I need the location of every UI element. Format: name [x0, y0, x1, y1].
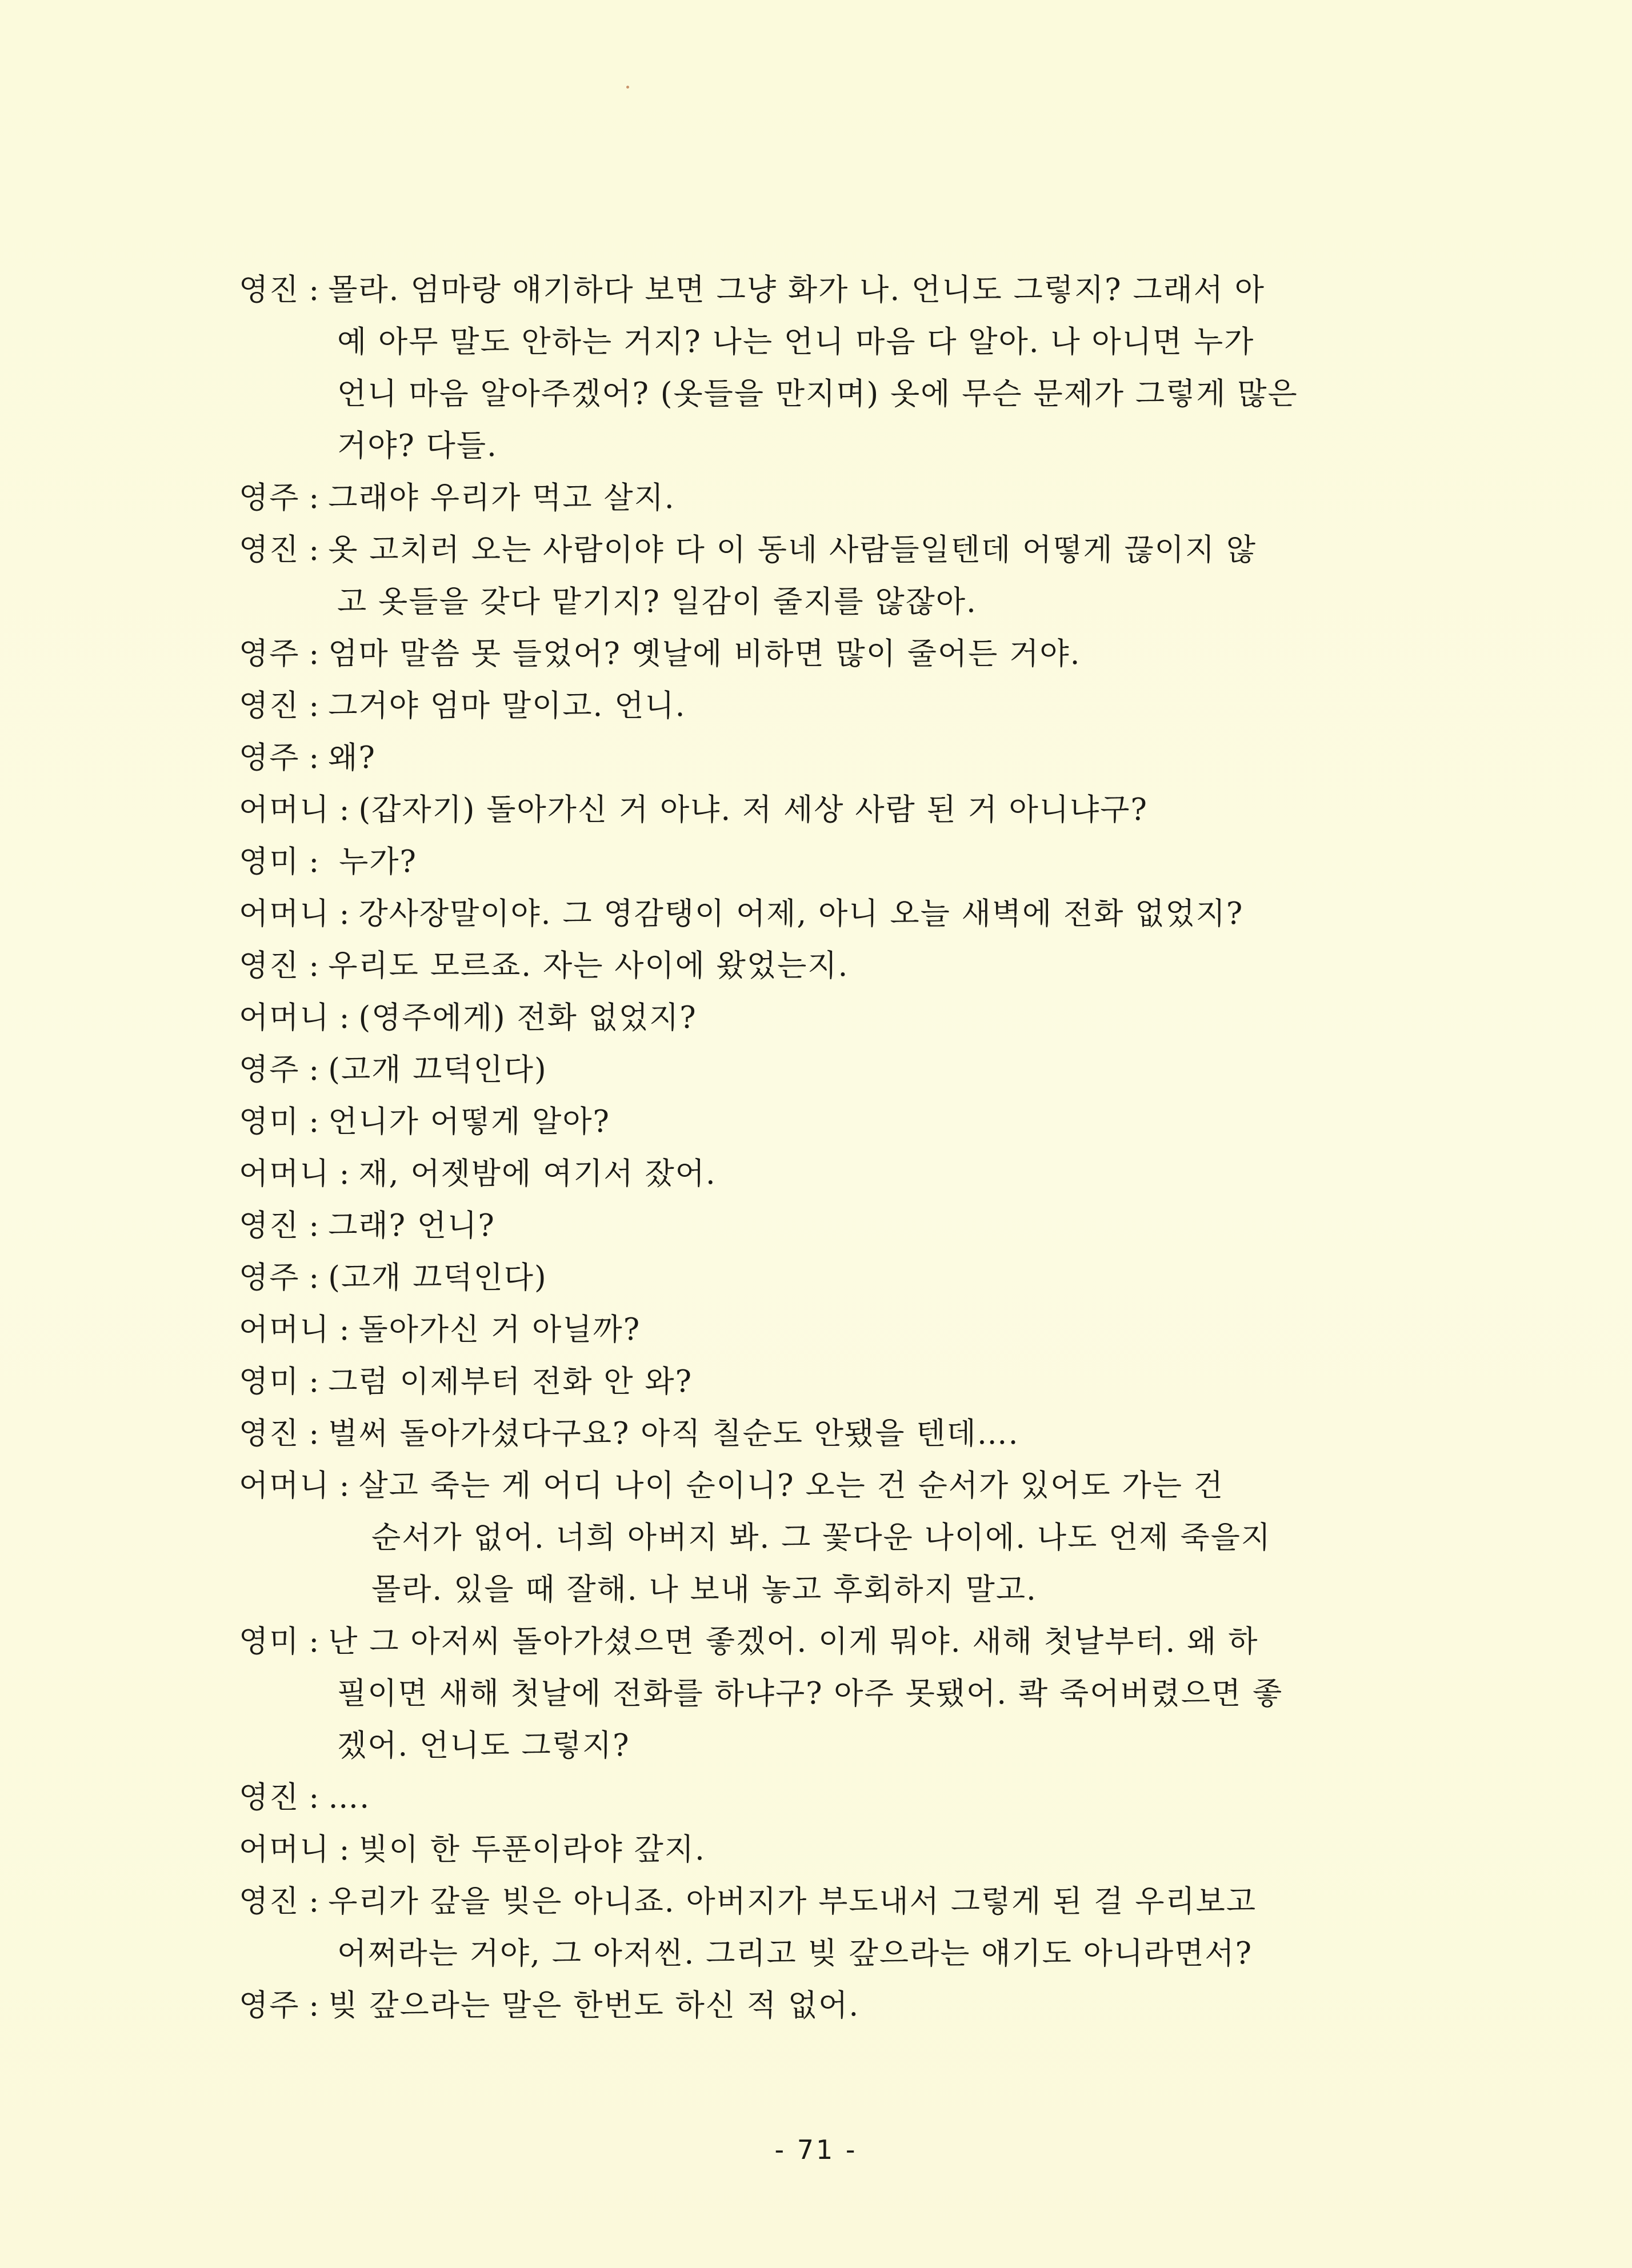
speaker-separator: :: [309, 273, 321, 307]
speaker-separator: :: [309, 1052, 321, 1087]
dialogue-line: [239, 732, 1405, 784]
dialogue-text: 난 그 아저씨 돌아가셨으면 좋겠어. 이게 뭐야. 새해 첫날부터. 왜 하: [328, 1624, 1259, 1659]
speaker-separator: :: [309, 1364, 321, 1399]
speaker-name: 영진: [239, 532, 300, 567]
speaker-name: 어머니: [239, 896, 330, 931]
dialogue-line: [239, 1616, 1405, 1668]
dialogue-text: 벌써 돌아가셨다구요? 아직 칠순도 안됐을 텐데….: [328, 1416, 1019, 1451]
speaker-separator: :: [309, 532, 321, 567]
dialogue-line: [239, 1304, 1405, 1356]
speaker-separator: :: [339, 792, 351, 827]
dialogue-line: [239, 992, 1405, 1044]
dialogue-text: (고개 끄덕인다): [328, 1260, 547, 1295]
speaker-separator: :: [339, 1312, 351, 1347]
dialogue-line: [239, 1148, 1405, 1200]
paper-speck: [626, 86, 629, 89]
dialogue-line: [239, 1876, 1405, 1928]
dialogue-text: 그래? 언니?: [328, 1208, 495, 1243]
speaker-separator: :: [309, 1988, 321, 2023]
dialogue-line: [239, 1980, 1405, 2031]
speaker-name: 어머니: [239, 1468, 330, 1503]
dialogue-body: [239, 264, 1405, 2031]
dialogue-text: 그거야 엄마 말이고. 언니.: [328, 688, 686, 723]
speaker-separator: :: [339, 1156, 351, 1191]
dialogue-text: (갑자기) 돌아가신 거 아냐. 저 세상 사람 된 거 아니냐구?: [358, 792, 1148, 827]
speaker-separator: :: [309, 688, 321, 723]
speaker-name: 영주: [239, 1988, 300, 2023]
speaker-separator: :: [309, 1260, 321, 1295]
dialogue-line: [239, 1200, 1405, 1252]
dialogue-line: [239, 680, 1405, 732]
speaker-separator: :: [339, 1468, 351, 1503]
speaker-name: 영주: [239, 1260, 300, 1295]
dialogue-text: 누가?: [328, 844, 417, 879]
dialogue-text: 몰라. 엄마랑 얘기하다 보면 그냥 화가 나. 언니도 그렇지? 그래서 아: [328, 273, 1265, 307]
dialogue-line: [239, 1408, 1405, 1460]
speaker-name: 영주: [239, 636, 300, 671]
dialogue-line: [239, 1096, 1405, 1148]
speaker-separator: :: [309, 1780, 321, 1815]
dialogue-line: [239, 264, 1405, 316]
dialogue-line: [239, 1772, 1405, 1824]
dialogue-text: (고개 끄덕인다): [328, 1052, 547, 1087]
dialogue-text: 살고 죽는 게 어디 나이 순이니? 오는 건 순서가 있어도 가는 건: [358, 1468, 1224, 1503]
dialogue-text: (영주에게) 전화 없었지?: [358, 1000, 697, 1035]
dialogue-line: [239, 1824, 1405, 1876]
dialogue-text: 그래야 우리가 먹고 살지.: [328, 480, 675, 515]
speaker-name: 어머니: [239, 1156, 330, 1191]
speaker-name: 영진: [239, 688, 300, 723]
dialogue-continuation: 예 아무 말도 안하는 거지? 나는 언니 마음 다 알아. 나 아니면 누가: [337, 324, 1255, 359]
dialogue-text: 빚이 한 두푼이라야 갚지.: [358, 1832, 706, 1867]
dialogue-text: 돌아가신 거 아닐까?: [358, 1312, 641, 1347]
dialogue-text: 언니가 어떻게 알아?: [328, 1104, 610, 1139]
dialogue-text: 우리도 모르죠. 자는 사이에 왔었는지.: [328, 948, 849, 983]
dialogue-text: 우리가 갚을 빚은 아니죠. 아버지가 부도내서 그렇게 된 걸 우리보고: [328, 1884, 1257, 1919]
speaker-name: 어머니: [239, 1312, 330, 1347]
speaker-name: 어머니: [239, 1000, 330, 1035]
dialogue-line: [239, 940, 1405, 992]
speaker-name: 영주: [239, 480, 300, 515]
dialogue-text: 옷 고치러 오는 사람이야 다 이 동네 사람들일텐데 어떻게 끊이지 않: [328, 532, 1257, 567]
speaker-separator: :: [309, 1104, 321, 1139]
speaker-name: 영미: [239, 1104, 300, 1139]
dialogue-line: [239, 524, 1405, 576]
speaker-name: 어머니: [239, 1832, 330, 1867]
speaker-name: 영미: [239, 1624, 300, 1659]
dialogue-continuation: 거야? 다들.: [337, 428, 498, 463]
dialogue-text: 재, 어젯밤에 여기서 잤어.: [358, 1156, 717, 1191]
dialogue-continuation: 겠어. 언니도 그렇지?: [337, 1728, 630, 1763]
speaker-separator: :: [309, 844, 321, 879]
speaker-name: 영미: [239, 1364, 300, 1399]
dialogue-line: [239, 628, 1405, 680]
dialogue-text: 엄마 말씀 못 들었어? 옛날에 비하면 많이 줄어든 거야.: [328, 636, 1081, 671]
dialogue-line: [239, 472, 1405, 524]
speaker-name: 영주: [239, 1052, 300, 1087]
dialogue-continuation: 고 옷들을 갖다 맡기지? 일감이 줄지를 않잖아.: [337, 584, 977, 619]
speaker-separator: :: [339, 896, 351, 931]
dialogue-continuation: 필이면 새해 첫날에 전화를 하냐구? 아주 못됐어. 콱 죽어버렸으면 좋: [337, 1676, 1283, 1711]
speaker-name: 영진: [239, 273, 300, 307]
speaker-separator: :: [309, 740, 321, 775]
dialogue-text: ….: [328, 1780, 371, 1815]
dialogue-continuation: 어쩌라는 거야, 그 아저씬. 그리고 빚 갚으라는 얘기도 아니라면서?: [337, 1936, 1253, 1971]
speaker-separator: :: [309, 636, 321, 671]
speaker-separator: :: [309, 1208, 321, 1243]
page-number: - 71 -: [774, 2134, 858, 2165]
dialogue-continuation: 몰라. 있을 때 잘해. 나 보내 놓고 후회하지 말고.: [371, 1572, 1037, 1607]
speaker-name: 영진: [239, 1416, 300, 1451]
speaker-name: 영진: [239, 948, 300, 983]
dialogue-line: [239, 784, 1405, 836]
dialogue-line: [239, 1356, 1405, 1408]
dialogue-continuation: 언니 마음 알아주겠어? (옷들을 만지며) 옷에 무슨 문제가 그렇게 많은: [337, 376, 1298, 411]
speaker-separator: :: [309, 1884, 321, 1919]
dialogue-line: [239, 1044, 1405, 1096]
dialogue-text: 강사장말이야. 그 영감탱이 어제, 아니 오늘 새벽에 전화 없었지?: [358, 896, 1244, 931]
dialogue-text: 왜?: [328, 740, 376, 775]
dialogue-line: [239, 836, 1405, 888]
dialogue-continuation: 순서가 없어. 너희 아버지 봐. 그 꽃다운 나이에. 나도 언제 죽을지: [371, 1520, 1271, 1555]
speaker-separator: :: [309, 1624, 321, 1659]
speaker-separator: :: [339, 1832, 351, 1867]
speaker-separator: :: [309, 948, 321, 983]
speaker-name: 영미: [239, 844, 300, 879]
speaker-separator: :: [339, 1000, 351, 1035]
speaker-separator: :: [309, 480, 321, 515]
speaker-name: 어머니: [239, 792, 330, 827]
dialogue-text: 그럼 이제부터 전화 안 와?: [328, 1364, 693, 1399]
speaker-name: 영주: [239, 740, 300, 775]
dialogue-text: 빚 갚으라는 말은 한번도 하신 적 없어.: [328, 1988, 860, 2023]
dialogue-line: [239, 1252, 1405, 1304]
dialogue-line: [239, 888, 1405, 940]
speaker-separator: :: [309, 1416, 321, 1451]
speaker-name: 영진: [239, 1884, 300, 1919]
dialogue-line: [239, 1460, 1405, 1512]
speaker-name: 영진: [239, 1208, 300, 1243]
speaker-name: 영진: [239, 1780, 300, 1815]
